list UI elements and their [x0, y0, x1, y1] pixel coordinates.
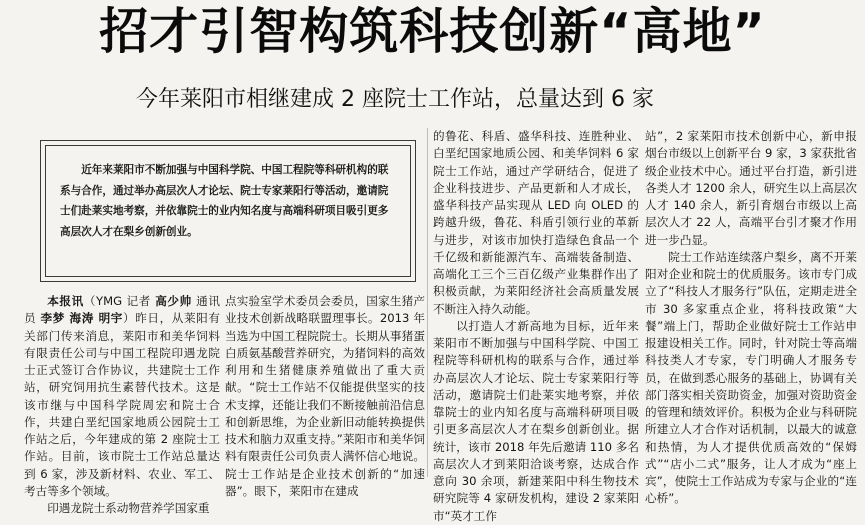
paragraph-2-start: 印遇龙院士系动物营养学国家重	[47, 501, 210, 515]
article-column-2	[225, 293, 425, 498]
paragraph-1-text: 昨日，从莱阳有关部门传来消息，莱阳市和美华饲料有限责任公司与中国工程院印遇龙院士正式签订合作协议，共建院士工作站，研究饲用抗生素替代技术。这是该市继与中国科学院周宏和院士合作，共建白垩纪国家地质公园院士工作站之后，今年建成的第 2 座院士工作站。目前，该市院士工作站总量达到 6 家，涉及新材料、农业、军工、考古等多个领域。	[24, 311, 220, 498]
byline-tag: 本报讯	[47, 294, 84, 308]
lead-text: 近年来莱阳市不断加强与中国科学院、中国工程院等科研机构的联系与合作，通过举办高层次人才论坛、院士专家莱阳行等活动，邀请院士们赴莱实地考察，并依靠院士的业内知名度与高端科研项目吸引更多高层次人才在梨乡创新创业。	[60, 164, 389, 238]
paragraph-4: 院士工作站连续落户梨乡，离不开莱阳对企业和院士的优质服务。该市专门成立了“科技人才服务行”队伍，定期走进全市 30 多家重点企业，将科技政策“大餐”端上门，帮助企业做好院士工作站申报建设相关工作。同时，针对院士等高端科技类人才专家，专门明确人才服务专员，在做到悉心服务的基础上，协调有关部门落实相关资助资金，加强对资助资金的管理和绩效评价。积极为企业与科研院所建立人才合作对话机制，以最大的诚意和热情，为人才提供优质高效的“保姆式”“店小二式”服务，让人才成为“座上宾”，使院士工作站成为专家与企业的“连心桥”。	[645, 249, 857, 506]
subheadline: 今年莱阳市相继建成 2 座院士工作站，总量达到 6 家	[136, 87, 654, 112]
article-column-3	[433, 128, 639, 523]
paragraph-2-continued: 点实验室学术委员会委员，国家生猪产业技术创新战略联盟理事长。2013 年当选为中国工程院院士。长期从事猪蛋白质氨基酸营养研究，为猪饲料的高效利用和生猪健康养殖做出了重大贡献。“院士工作站不仅能提供坚实的技术支撑，还能让我们不断接触前沿信息和创新思维，为企业新旧动能转换提供技术和脑力双重支持。”莱阳市和美华饲料有限责任公司负责人满怀信心地说。院士工作站是企业技术创新的“加速器”。眼下，莱阳市在建成	[225, 294, 425, 498]
paragraph-2-end: 的鲁花、科盾、盛华科技、连胜种业、白垩纪国家地质公园、和美华饲料 6 家院士工作站，通过产学研结合，促进了企业科技进步、产品更新和人才成长，盛华科技产品实现从 LED 向 OLED 的跨越升级，鲁花、科盾引领行业的革新与进步，对该市加快打造绿色食品一个千亿级和新能源汽车、高端装备制造、高端化工三个三百亿级产业集群作出了积极贡献，为莱阳经济社会高质量发展不断注入持久动能。	[433, 129, 639, 316]
paragraph-3-end: 站”，2 家莱阳市技术创新中心，新申报烟台市级以上创新平台 9 家，3 家获批省级企业技术中心。通过平台打造，新引进各类人才 1200 余人，研究生以上高层次人才 140 余人，新引育烟台市级以上高层次人才 22 人，高端平台引才聚才作用进一步凸显。	[645, 129, 857, 247]
column-divider	[427, 128, 428, 477]
lead-box-inner-border	[45, 145, 411, 277]
paragraph-3-start: 以打造人才新高地为目标，近年来莱阳市不断加强与中国科学院、中国工程院等科研机构的联系与合作，通过举办高层次人才论坛、院士专家莱阳行等活动，邀请院士们赴莱实地考察，并依靠院士的业内知名度与高端科研项目吸引更多高层次人才在梨乡创新创业。据统计，该市 2018 年先后邀请 110 多名高层次人才到莱阳洽谈考察，达成合作意向 30 余项，新建莱阳中科生物技术研究院等 4 家研发机构，建设 2 家莱阳市“英才工作	[433, 318, 639, 523]
byline-reporter: 高少帅	[155, 294, 192, 308]
byline-source-prefix: （YMG 记者	[83, 294, 156, 308]
article-column-4	[645, 128, 857, 506]
byline-correspondents: 李梦 海涛 明宇	[40, 311, 123, 326]
lead-box	[40, 140, 416, 282]
byline-paragraph	[24, 293, 220, 500]
byline-connector: 通讯员	[24, 294, 220, 326]
article-column-1	[24, 293, 220, 515]
byline-source-suffix: ）	[122, 311, 136, 326]
headline: 招才引智构筑科技创新“高地”	[99, 3, 766, 60]
